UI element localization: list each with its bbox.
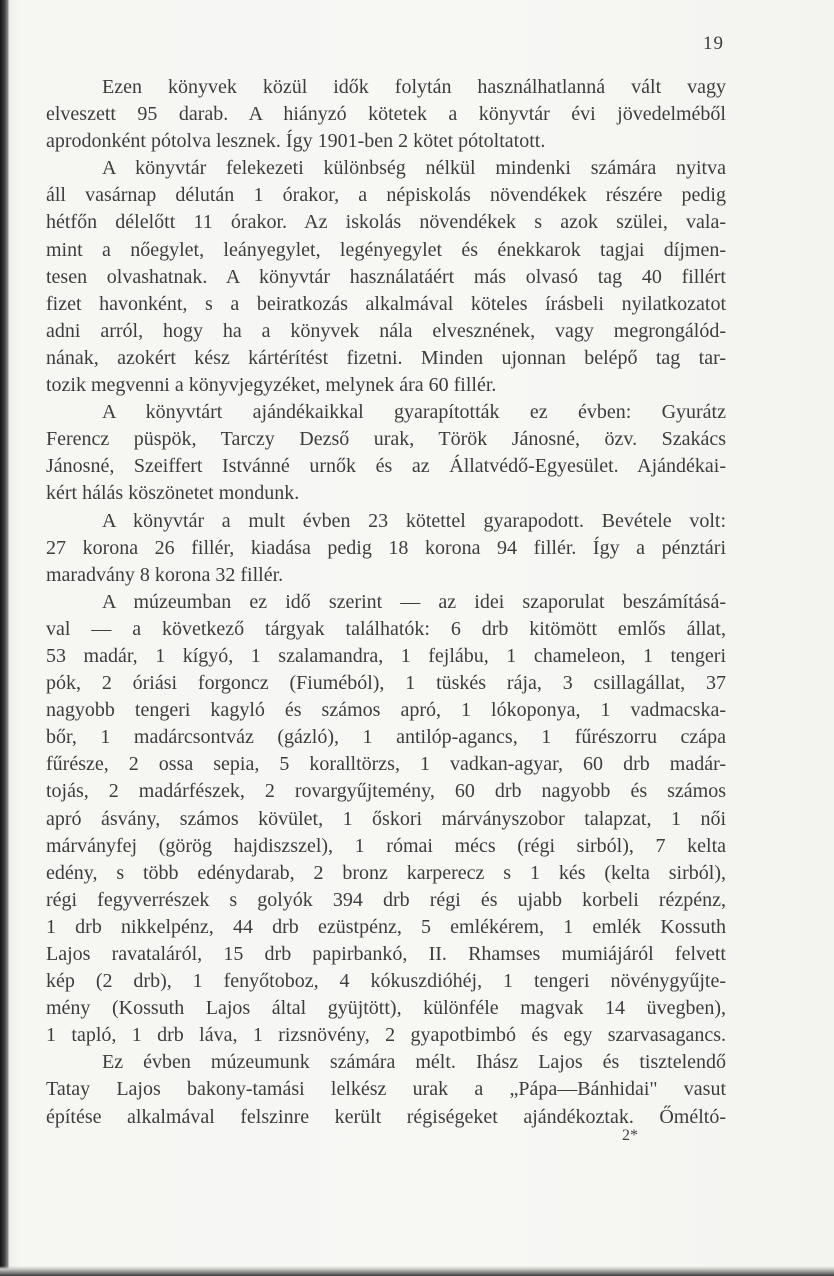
text-line: hétfőn délelőtt 11 órakor. Az iskolás növendékek s azok szülei, vala- xyxy=(46,211,726,234)
page-number: 19 xyxy=(703,33,724,54)
text-line: Ez évben múzeumunk számára mélt. Ihász Lajos és tisztelendő xyxy=(102,1051,726,1074)
text-line: A múzeumban ez idő szerint — az idei szaporulat beszámításá- xyxy=(102,590,726,613)
text-line: áll vasárnap délután 1 órakor, a népiskolás növendékek részére pedig xyxy=(46,184,726,207)
text-line: val — a következő tárgyak találhatók: 6 drb kitömött emlős állat, xyxy=(46,617,726,640)
page-bottom-edge xyxy=(0,1266,834,1276)
text-line: elveszett 95 darab. A hiányzó kötetek a könyvtár évi jövedelméből xyxy=(46,103,726,126)
text-line: aprodonként pótolva lesznek. Így 1901-ben 2 kötet pótoltatott. xyxy=(46,130,546,153)
text-line: nagyobb tengeri kagyló és számos apró, 1 lókoponya, 1 vadmacska- xyxy=(46,699,726,722)
text-line: Ezen könyvek közül idők folytán használhatlanná vált vagy xyxy=(102,76,726,98)
text-line: pók, 2 óriási forgoncz (Fiuméból), 1 tüskés rája, 3 csillagállat, 37 xyxy=(46,672,726,695)
text-line: tojás, 2 madárfészek, 2 rovargyűjtemény, 60 drb nagyobb és számos xyxy=(46,780,726,803)
text-line: edény, s több edénydarab, 2 bronz karperecz s 1 kés (kelta sirból), xyxy=(46,861,726,884)
text-line: régi fegyverrészek s golyók 394 drb régi és ujabb korbeli rézpénz, xyxy=(46,888,726,911)
book-binding-shadow xyxy=(0,0,9,1276)
text-line: Tatay Lajos bakony-tamási lelkész urak a „Pápa—Bánhidai" vasut xyxy=(46,1078,726,1101)
text-line: Ferencz püspök, Tarczy Dezső urak, Török Jánosné, özv. Szakács xyxy=(46,428,726,451)
printer-signature-mark: 2* xyxy=(622,1127,638,1144)
text-line: fűrésze, 2 ossa sepia, 5 koralltörzs, 1 vadkan-agyar, 60 drb madár- xyxy=(46,753,726,776)
text-line: Lajos ravataláról, 15 drb papirbankó, II. Rhamses mumiájáról felvett xyxy=(46,943,726,965)
text-line: A könyvtár felekezeti különbség nélkül mindenki számára nyitva xyxy=(102,157,726,180)
text-line: márványfej (görög hajdiszszel), 1 római mécs (régi sirból), 7 kelta xyxy=(46,834,726,857)
text-line: 53 madár, 1 kígyó, 1 szalamandra, 1 fejlábu, 1 chameleon, 1 tengeri xyxy=(46,644,726,667)
text-line: fizet havonként, s a beiratkozás alkalmával köteles írásbeli nyilatkozatot xyxy=(46,292,726,315)
text-line: A könyvtár a mult évben 23 kötettel gyarapodott. Bevétele volt: xyxy=(102,509,726,532)
text-line: maradvány 8 korona 32 fillér. xyxy=(46,563,284,586)
text-line: Jánosné, Szeiffert Istvánné urnők és az Állatvédő-Egyesület. Ajándékai- xyxy=(46,455,726,478)
text-line: 1 tapló, 1 drb láva, 1 rizsnövény, 2 gyapotbimbó és egy szarvasagancs. xyxy=(46,1024,726,1047)
text-line: mint a nőegylet, leányegylet, legényegylet és énekkarok tagjai díjmen- xyxy=(46,238,726,261)
text-line: A könyvtárt ajándékaikkal gyarapították ez évben: Gyurátz xyxy=(102,401,726,424)
text-line: kért hálás köszönetet mondunk. xyxy=(46,482,300,505)
text-line: 27 korona 26 fillér, kiadása pedig 18 korona 94 fillér. Így a pénztári xyxy=(46,536,726,559)
text-line: nának, azokért kész kártérítést fizetni. Minden ujonnan belépő tag tar- xyxy=(46,346,726,369)
body-text xyxy=(46,74,726,1131)
text-line: mény (Kossuth Lajos által gyüjtött), különféle magvak 14 üvegben), xyxy=(46,997,726,1020)
text-line: építése alkalmával felszinre került régiségeket ajándékoztak. Őméltó- xyxy=(46,1105,726,1128)
text-line: 1 drb nikkelpénz, 44 drb ezüstpénz, 5 emlékérem, 1 emlék Kossuth xyxy=(46,915,726,938)
text-line: adni arról, hogy ha a könyvek nála elvesznének, vagy megrongálód- xyxy=(46,319,726,342)
text-line: bőr, 1 madárcsontváz (gázló), 1 antilóp-agancs, 1 fűrészorru czápa xyxy=(46,726,726,749)
text-line: kép (2 drb), 1 fenyőtoboz, 4 kókuszdióhéj, 1 tengeri növénygyűjte- xyxy=(46,970,726,993)
text-line: tesen olvashatnak. A könyvtár használatáért más olvasó tag 40 fillért xyxy=(46,265,726,288)
text-line: apró ásvány, számos kövület, 1 őskori márványszobor talapzat, 1 női xyxy=(46,807,726,830)
text-line: tozik megvenni a könyvjegyzéket, melynek ára 60 fillér. xyxy=(46,374,497,397)
